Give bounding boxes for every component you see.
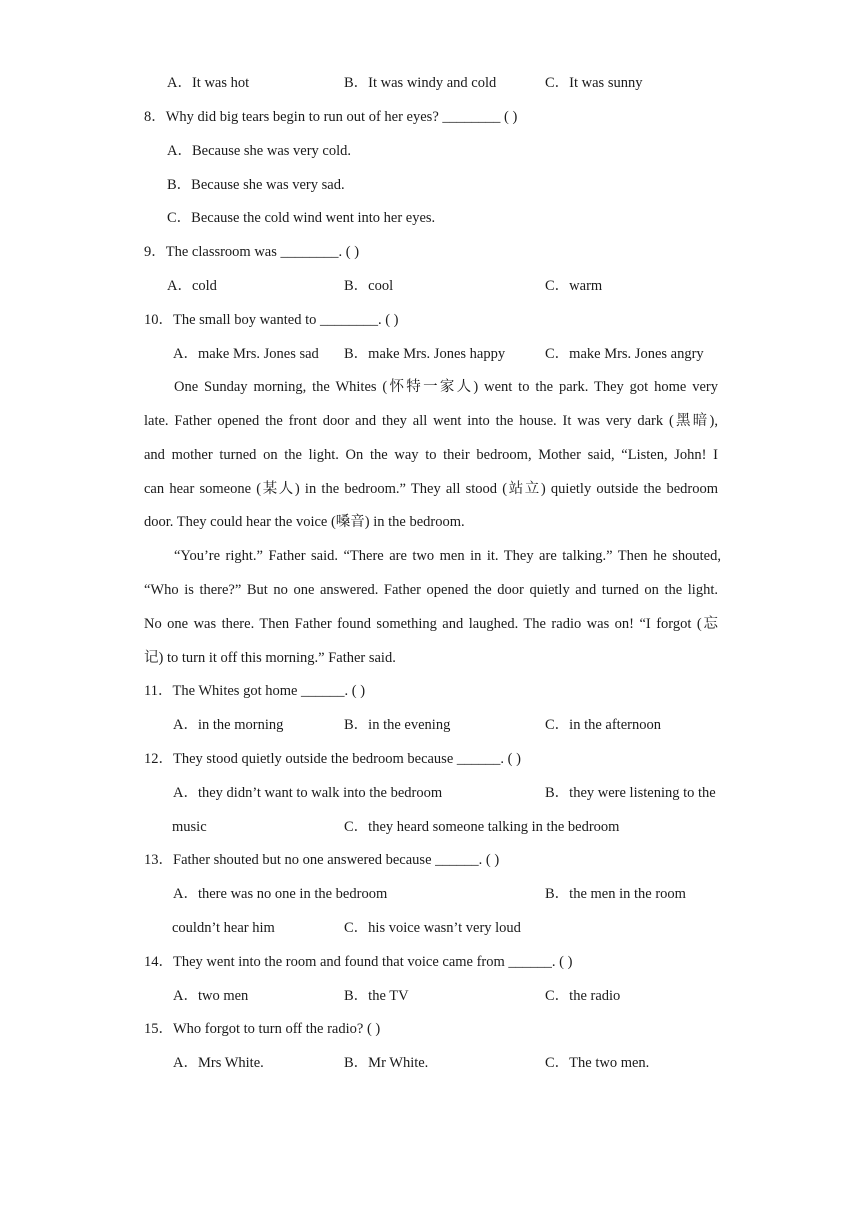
q12-option-c: C．they heard someone talking in the bedroom xyxy=(344,819,620,835)
q9-option-a: A．cold xyxy=(167,278,217,294)
q10-option-a: A．make Mrs. Jones sad xyxy=(173,346,319,362)
q11-option-b: B．in the evening xyxy=(344,717,451,733)
q10-stem: 10．The small boy wanted to ________. ( ) xyxy=(144,312,399,328)
passage-p1-line-1: One Sunday morning, the Whites (怀特一家人) went to the park. They got home very xyxy=(174,379,718,395)
q9-option-b: B．cool xyxy=(344,278,394,294)
q8-option-b: B．Because she was very sad. xyxy=(167,177,345,193)
q15-option-c: C．The two men. xyxy=(545,1055,650,1071)
q12-option-b: B．they were listening to the xyxy=(545,785,716,801)
q7-option-b: B．It was windy and cold xyxy=(344,75,497,91)
passage-p2-line-3: No one was there. Then Father found something and laughed. The radio was on! “I forgot (忘 xyxy=(144,616,718,632)
q15-option-b: B．Mr White. xyxy=(344,1055,429,1071)
q12-option-a: A．they didn’t want to walk into the bedroom xyxy=(173,785,443,801)
q12-stem: 12．They stood quietly outside the bedroom because ______. ( ) xyxy=(144,751,521,767)
passage-p2-line-2: “Who is there?” But no one answered. Father opened the door quietly and turned on the light. xyxy=(144,582,718,598)
q11-option-c: C．in the afternoon xyxy=(545,717,661,733)
q9-stem: 9．The classroom was ________. ( ) xyxy=(144,244,360,260)
q13-option-b-continued: couldn’t hear him xyxy=(172,920,275,936)
q13-option-a: A．there was no one in the bedroom xyxy=(173,886,388,902)
passage-p1-line-2: late. Father opened the front door and they all went into the house. It was very dark (黑暗), xyxy=(144,413,718,429)
q14-option-c: C．the radio xyxy=(545,988,621,1004)
q13-stem: 13．Father shouted but no one answered because ______. ( ) xyxy=(144,852,500,868)
q14-stem: 14．They went into the room and found that voice came from ______. ( ) xyxy=(144,954,573,970)
q7-option-a: A．It was hot xyxy=(167,75,250,91)
q13-option-b: B．the men in the room xyxy=(545,886,686,902)
q11-option-a: A．in the morning xyxy=(173,717,284,733)
q10-option-c: C．make Mrs. Jones angry xyxy=(545,346,704,362)
q14-option-b: B．the TV xyxy=(344,988,409,1004)
q14-option-a: A．two men xyxy=(173,988,249,1004)
q15-option-a: A．Mrs White. xyxy=(173,1055,264,1071)
q8-option-a: A．Because she was very cold. xyxy=(167,143,352,159)
q13-option-c: C．his voice wasn’t very loud xyxy=(344,920,521,936)
q12-option-b-continued: music xyxy=(172,819,207,835)
passage-p2-line-1: “You’re right.” Father said. “There are two men in it. They are talking.” Then he shouted, xyxy=(174,548,721,564)
q11-stem: 11．The Whites got home ______. ( ) xyxy=(144,683,366,699)
q8-option-c: C．Because the cold wind went into her eyes. xyxy=(167,210,436,226)
passage-p1-line-3: and mother turned on the light. On the way to their bedroom, Mother said, “Listen, John! I xyxy=(144,447,718,463)
passage-p1-line-5: door. They could hear the voice (嗓音) in the bedroom. xyxy=(144,514,465,530)
q8-stem: 8．Why did big tears begin to run out of her eyes? ________ ( ) xyxy=(144,109,518,125)
q9-option-c: C．warm xyxy=(545,278,603,294)
passage-p2-line-4: 记) to turn it off this morning.” Father said. xyxy=(144,650,396,666)
q7-option-c: C．It was sunny xyxy=(545,75,643,91)
q10-option-b: B．make Mrs. Jones happy xyxy=(344,346,506,362)
q15-stem: 15．Who forgot to turn off the radio? ( ) xyxy=(144,1021,381,1037)
passage-p1-line-4: can hear someone (某人) in the bedroom.” They all stood (站立) quietly outside the bedroom xyxy=(144,481,718,497)
